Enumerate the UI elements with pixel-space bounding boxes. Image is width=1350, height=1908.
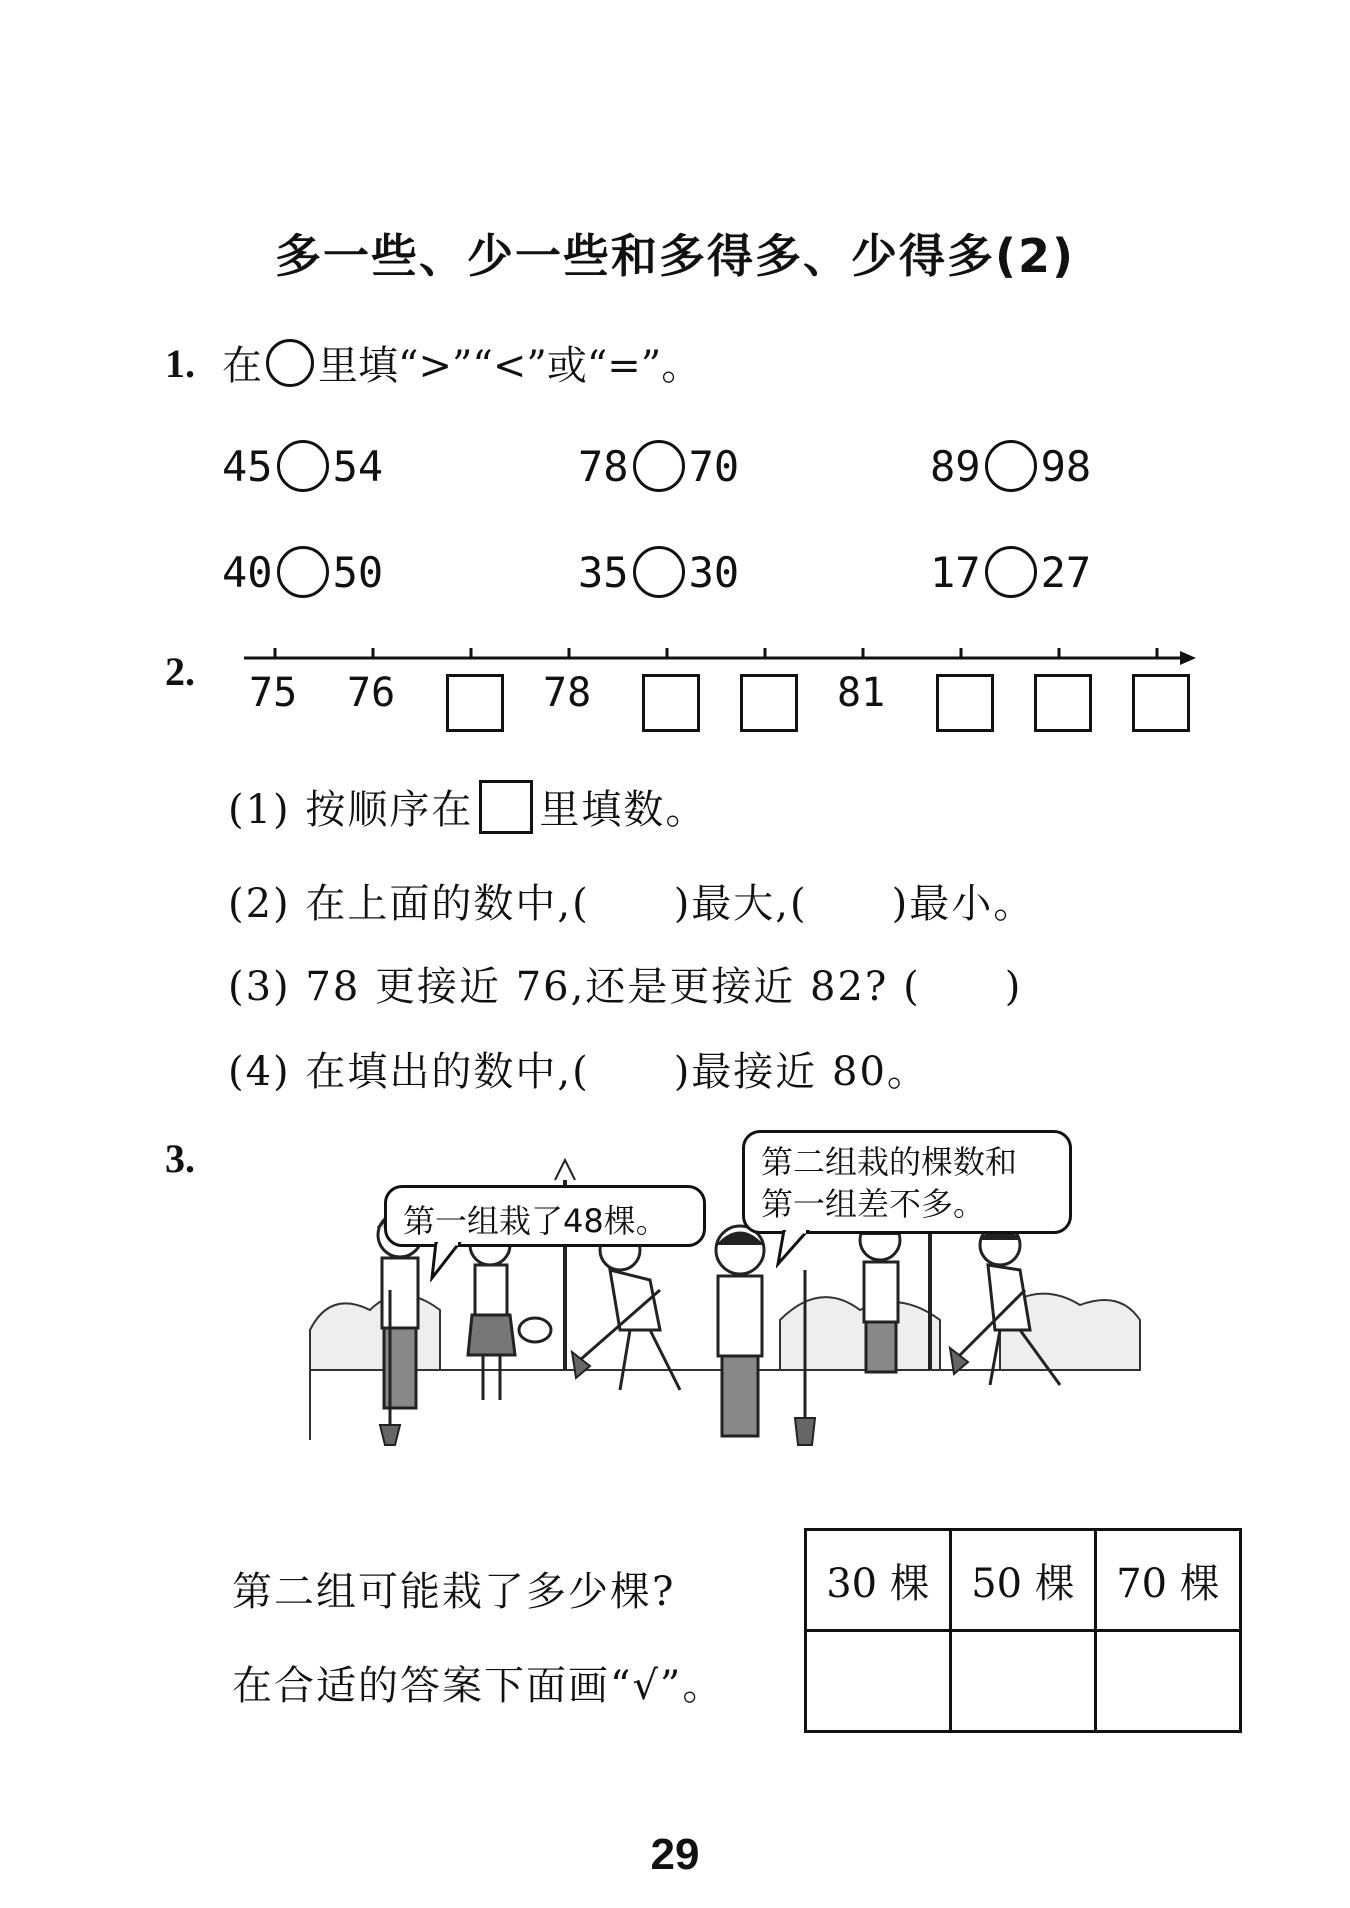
question-2-number: 2. (165, 649, 195, 694)
q2-sub-3: (3) 78 更接近 76,还是更接近 82? ( ) (228, 964, 1023, 1010)
number-line-label: 76 (347, 670, 396, 716)
answer-circle[interactable] (277, 440, 329, 492)
compare-right: 70 (688, 441, 740, 491)
bubble-2-line-2: 第一组差不多。 (761, 1185, 986, 1223)
compare-left: 17 (930, 547, 981, 597)
answer-circle[interactable] (985, 440, 1037, 492)
number-line-label: 81 (837, 670, 886, 716)
options-row (806, 1530, 1241, 1631)
comparison-item (222, 440, 383, 492)
comparison-item (930, 440, 1091, 492)
bubble-2-line-1: 第二组栽的棵数和 (761, 1143, 1018, 1181)
compare-right: 98 (1040, 441, 1092, 491)
question-1-prompt (222, 334, 701, 391)
q1-prompt-before: 在 (222, 343, 262, 389)
number-line-answer-box[interactable] (446, 674, 504, 732)
page-number: 29 (650, 1830, 700, 1879)
comparison-item (578, 546, 739, 598)
q2-sub-2: (2) 在上面的数中,( )最大,( )最小。 (228, 881, 1036, 927)
check-cell-30[interactable] (806, 1631, 951, 1732)
option-30: 30 棵 (806, 1530, 951, 1631)
compare-left: 40 (222, 547, 273, 597)
q2-sub-1-before: (1) 按顺序在 (228, 787, 474, 833)
comparison-item (578, 440, 739, 492)
comparison-item (930, 546, 1091, 598)
q2-sub-1-after: 里填数。 (539, 787, 708, 833)
compare-right: 27 (1040, 547, 1092, 597)
q3-question-line-2: 在合适的答案下面画“√”。 (232, 1663, 725, 1709)
check-cell-50[interactable] (951, 1631, 1096, 1732)
compare-right: 54 (332, 441, 384, 491)
q1-prompt-after: 里填“>”“<”或“=”。 (318, 343, 702, 389)
speech-bubble-group-2 (742, 1130, 1072, 1234)
number-line-answer-box[interactable] (642, 674, 700, 732)
speech-bubble-group-1: 第一组栽了48棵。 (384, 1185, 706, 1247)
q2-sub-4: (4) 在填出的数中,( )最接近 80。 (228, 1049, 929, 1095)
number-line-answer-box[interactable] (1034, 674, 1092, 732)
square-box-icon (479, 780, 533, 834)
q3-question-line-1: 第二组可能栽了多少棵? (232, 1569, 676, 1615)
compare-left: 89 (930, 441, 981, 491)
answer-circle[interactable] (633, 440, 685, 492)
number-line-answer-box[interactable] (936, 674, 994, 732)
compare-right: 30 (688, 547, 740, 597)
number-line-arrow-icon (1180, 651, 1196, 665)
compare-right: 50 (332, 547, 384, 597)
question-1-number: 1. (165, 341, 195, 386)
number-line (240, 640, 1200, 670)
page-title: 多一些、少一些和多得多、少得多(2) (274, 229, 1076, 283)
answer-circle[interactable] (633, 546, 685, 598)
option-50: 50 棵 (951, 1530, 1096, 1631)
q2-sub-1 (228, 778, 707, 835)
compare-left: 78 (578, 441, 629, 491)
check-cell-70[interactable] (1096, 1631, 1241, 1732)
speech-bubble-tail-icon (776, 1230, 816, 1270)
number-line-label: 75 (249, 670, 298, 716)
answer-circle[interactable] (985, 546, 1037, 598)
circle-symbol-icon (266, 339, 314, 387)
number-line-answer-box[interactable] (1132, 674, 1190, 732)
number-line-label: 78 (543, 670, 592, 716)
checkmark-row (806, 1631, 1241, 1732)
answer-options-table (804, 1528, 1242, 1733)
comparison-item (222, 546, 383, 598)
compare-left: 35 (578, 547, 629, 597)
speech-bubble-tail-icon (430, 1242, 470, 1282)
answer-circle[interactable] (277, 546, 329, 598)
number-line-answer-box[interactable] (740, 674, 798, 732)
compare-left: 45 (222, 441, 273, 491)
option-70: 70 棵 (1096, 1530, 1241, 1631)
question-3-number: 3. (165, 1136, 195, 1181)
